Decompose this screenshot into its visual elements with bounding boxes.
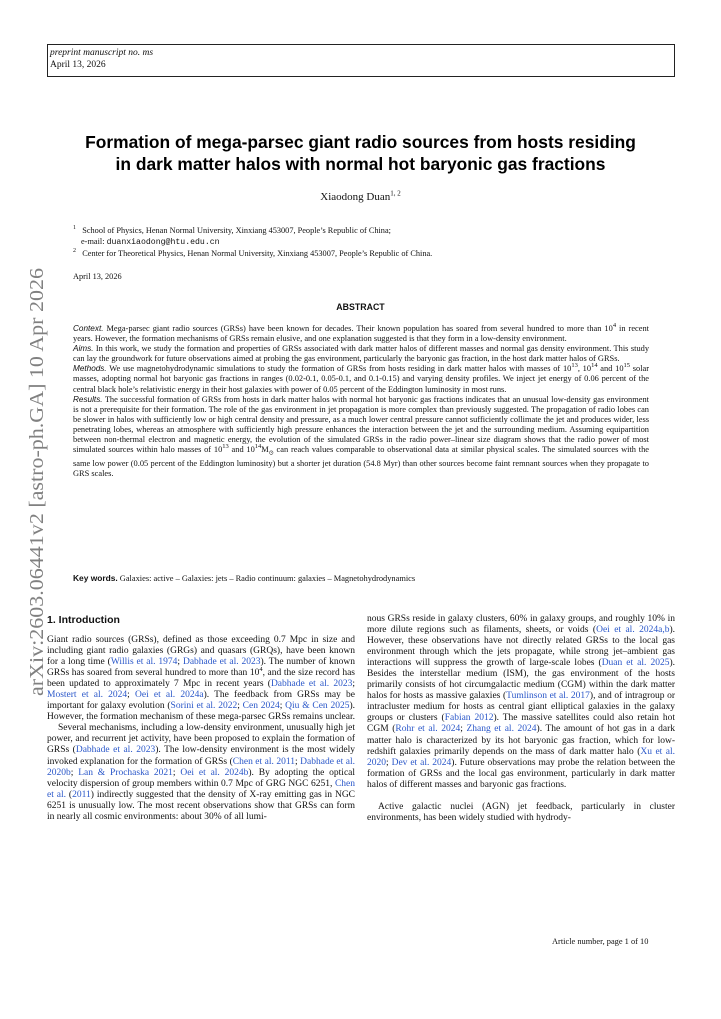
citation-link[interactable]: Cen 2024 [242, 701, 280, 712]
text: , and the size record has been updated to approximately 7 Mpc in recent years ( [47, 668, 355, 690]
citation-link[interactable]: Fabian 2012 [444, 713, 494, 724]
methods-label: Methods. [73, 364, 107, 374]
results-label: Results. [73, 394, 103, 404]
text: ) indirectly suggested that the density of X-ray emitting gas in NGC 6251 is unusually low. The most recent observations show that GRSs can form in nearly all cosmic environments: about 30% of all lumi- [47, 789, 356, 822]
title-line-1: Formation of mega-parsec giant radio sources from hosts residing [85, 132, 636, 152]
text: nous GRSs reside in galaxy clusters, 60% in galaxy groups, and roughly 10% in more dilute regions such as filaments, sheets, or voids ( [367, 614, 675, 636]
text: ; [237, 701, 243, 712]
affiliation-2 [73, 248, 673, 259]
text: ). The amount of hot gas in a dark matter halo is characterized by its hot baryonic gas fraction, which for low-redshift galaxies primarily depends on the mass of dark matter halo ( [367, 724, 675, 757]
citation-link[interactable]: Dabhade et al. 2023 [182, 657, 261, 668]
arxiv-stamp-graphic [10, 268, 55, 696]
citation-link[interactable]: Rohr et al. 2024 [395, 724, 461, 735]
methods-sup-1: 13 [571, 362, 578, 370]
affiliation-2-number: 2 [73, 248, 76, 255]
methods-text-b: , 10 [577, 364, 592, 374]
text: ). Besides the interstellar medium (ISM), the gas environment of the hosts primarily consists of hot circumgalactic medium (CGM) within the dark matter halos for hosts as massive galaxies ( [367, 658, 675, 702]
citation-link[interactable]: Dev et al. 2024 [391, 757, 452, 768]
text: ; [177, 657, 183, 668]
email-label: e-mail: [81, 237, 105, 246]
text: Giant radio sources (GRSs), defined as those exceeding 0.7 Mpc in size and including giant radio galaxies (GRGs) and quasars (GRQs), have been known for a long time ( [47, 635, 355, 668]
citation-link[interactable]: Lan & Prochaska 2021 [78, 767, 173, 778]
citation-link[interactable]: Chen et al. [47, 778, 355, 800]
methods-sup-2: 14 [591, 362, 598, 370]
text: ). However, the formation mechanism of these mega-parsec GRSs remains unclear. [47, 701, 356, 723]
intro-paragraph-1 [47, 635, 355, 723]
intro-paragraph-3: Active galactic nuclei (AGN) jet feedback, particularly in cluster environments, has been widely studied with hydrody- [367, 801, 675, 823]
results-text-c: M [261, 445, 269, 455]
abstract [73, 324, 649, 479]
aims-text: In this work, we study the formation and properties of GRSs associated with dark matter halos of different masses and normal gas density environment. This study can lay the groundwork for future observations aimed at probing the gas environment, particularly the baryonic gas fraction, in the host dark matter halos of GRSs. [73, 344, 650, 364]
intro-paragraph-2-cont [367, 614, 675, 791]
context-label: Context. [73, 324, 104, 333]
citation-link[interactable]: Duan et al. 2025 [601, 658, 670, 669]
text: ; [127, 690, 135, 701]
aims-label: Aims. [73, 344, 94, 354]
email-address[interactable]: duanxiaodong@htu.edu.cn [106, 238, 220, 247]
abstract-context [73, 324, 649, 344]
page-footer: Article number, page 1 of 10 [552, 937, 649, 946]
text: ). Future observations may probe the relation between the formation of GRSs and the local gas environment, particularly in dark matter halos of different masses and baryonic gas fractions. [367, 757, 675, 790]
affiliations [73, 225, 673, 259]
text: ; [386, 757, 392, 768]
text: ; [172, 767, 181, 778]
author-line [0, 191, 721, 203]
text: ). The massive satellites could also retain hot CGM ( [367, 713, 675, 735]
results-text-b: and 10 [228, 445, 255, 455]
text: ; [70, 767, 79, 778]
citation-link[interactable]: Xu et al. 2020 [367, 746, 675, 768]
text: ). By adopting the optical velocity dispersion of group members within 0.7 Mpc of GRG NGC 6251, [47, 767, 356, 789]
citation-link[interactable]: Oei et al. 2024a [135, 690, 204, 701]
author-name: Xiaodong Duan [320, 191, 391, 203]
manuscript-header-box [47, 44, 675, 77]
text: ). However, these observations have not directly related GRSs to the local gas environment through which the jets propagate, while strong jet–ambient gas interactions will suppress the growth of large-scale lobes ( [367, 625, 675, 669]
affiliation-2-text: Center for Theoretical Physics, Henan Normal University, Xinxiang 453007, People’s Republic of China. [82, 249, 433, 258]
keywords-text: Galaxies: active – Galaxies: jets – Radio continuum: galaxies – Magnetohydrodynamics [119, 574, 416, 583]
affiliation-1-number: 1 [73, 225, 76, 232]
text: Several mechanisms, including a low-density environment, unusually high jet power, and recurrent jet activity, have been proposed to explain the formation of GRSs ( [47, 723, 355, 756]
superscript: 4 [259, 665, 263, 673]
text: ; [295, 756, 301, 767]
citation-link[interactable]: Tumlinson et al. 2017 [506, 691, 590, 702]
preprint-label: preprint manuscript no. ms [50, 48, 154, 58]
text: ( [66, 789, 73, 800]
methods-text-c: and 10 [597, 364, 624, 374]
received-date: April 13, 2026 [73, 272, 122, 281]
citation-link[interactable]: Qiu & Cen 2025 [285, 701, 350, 712]
paper-title [40, 131, 681, 175]
affiliation-1 [73, 225, 673, 236]
citation-link[interactable]: Oei et al. 2024a,b [596, 625, 670, 636]
citation-link[interactable]: Mostert et al. 2024 [47, 690, 128, 701]
citation-link[interactable]: Dabhade et al. 2023 [270, 679, 353, 690]
abstract-heading: ABSTRACT [336, 302, 385, 312]
text: ; [352, 679, 355, 690]
arxiv-stamp [10, 268, 55, 696]
header-date: April 13, 2026 [50, 60, 106, 70]
text: ), and of intragroup or intracluster medium for hosts as central giant elliptical galaxies in the galaxy groups or clusters ( [367, 691, 676, 724]
context-text-b: in recent years. However, the formation mechanisms of GRSs remain elusive, and one explanation suggested is that they form in a low-density environment. [73, 324, 649, 344]
keywords-label: Key words. [73, 573, 118, 583]
results-text-d: can reach values comparable to observational data at similar physical scales. The simulated sources with the same low power (0.05 percent of the Eddington luminosity) but a shorter jet duration (54.8 Myr) than other sources become faint remnant sources when they propagate to GRS scales. [73, 445, 650, 478]
context-text-a: Mega-parsec giant radio sources (GRSs) have been known for decades. Their known population has soared from several hundred to more than 10 [106, 324, 613, 333]
text: ). The number of known GRSs has soared from several hundred to more than 10 [47, 657, 356, 679]
author-affil-marks: 1, 2 [390, 189, 401, 198]
text: ). The feedback from GRSs may be important for galaxy evolution ( [47, 690, 356, 712]
abstract-results [73, 395, 649, 479]
citation-link[interactable]: Willis et al. 1974 [110, 657, 178, 668]
methods-text-a: We use magnetohydrodynamic simulations to study the formation of GRSs from hosts residing in dark matter halos with masses of 10 [109, 364, 572, 374]
arxiv-stamp-text: arXiv:2603.06441v2 [astro-ph.GA] 10 Apr 2026 [26, 297, 48, 696]
methods-sup-3: 15 [623, 362, 631, 370]
abstract-aims [73, 344, 649, 364]
citation-link[interactable]: Dabhade et al. 2023 [75, 745, 156, 756]
text: ; [279, 701, 286, 712]
solar-symbol: ⊙ [268, 450, 274, 457]
text: ). The low-density environment is the most widely invoked explanation for the formation of GRSs ( [47, 745, 355, 767]
keywords [73, 573, 653, 583]
right-column [367, 614, 675, 824]
left-column [47, 614, 355, 823]
methods-text-d: solar masses, adopting normal hot baryonic gas fractions in ranges (0.02-0.1, 0.05-0.1, and 0.1-0.15) and varying density profiles. We inject jet energy of 0.06 percent of the central black hole’s relativistic energy in their host galaxies with power of 0.05 percent of the Eddington luminosity in most runs. [73, 364, 650, 394]
results-text-a: The successful formation of GRSs from hosts in dark matter halos with normal hot baryonic gas fractions indicates that an unusual low-density gas environment is not a prerequisite for their formation. The role of the gas environment in jet propagation is more complex than previously suggested. The propagation of radio lobes can be slower in halos with sufficiently low or high central density and pressure, as a much lower central pressure cannot sufficiently collimate the jet and produces wider, less penetrating lobes, whereas an atmosphere with sufficiently high pressure enhances the interaction between the jet and the surrounding medium. Assuming equipartition between non-thermal electron and magnetic energy, the evolution of the simulated GRSs in the radio power–linear size diagram shows that the radio power of most simulated sources within halo masses of 10 [73, 394, 649, 455]
citation-link[interactable]: 2011 [72, 789, 91, 800]
email-line [73, 236, 673, 248]
citation-link[interactable]: Oei et al. 2024b [180, 767, 249, 778]
results-sup-1: 13 [222, 443, 229, 451]
text: ; [460, 724, 467, 735]
title-line-2: in dark matter halos with normal hot baryonic gas fractions [115, 154, 606, 174]
intro-paragraph-2 [47, 723, 355, 822]
citation-link[interactable]: Zhang et al. 2024 [466, 724, 537, 735]
abstract-methods [73, 364, 649, 394]
citation-link[interactable]: Chen et al. 2011 [232, 756, 296, 767]
section-heading-introduction: 1. Introduction [47, 614, 120, 626]
citation-link[interactable]: Dabhade et al. 2020b [47, 756, 355, 778]
citation-link[interactable]: Sorini et al. 2022 [170, 701, 238, 712]
affiliation-1-text: School of Physics, Henan Normal University, Xinxiang 453007, People’s Republic of China; [82, 226, 391, 235]
context-sup: 4 [612, 322, 617, 330]
results-sup-2: 14 [254, 443, 262, 451]
